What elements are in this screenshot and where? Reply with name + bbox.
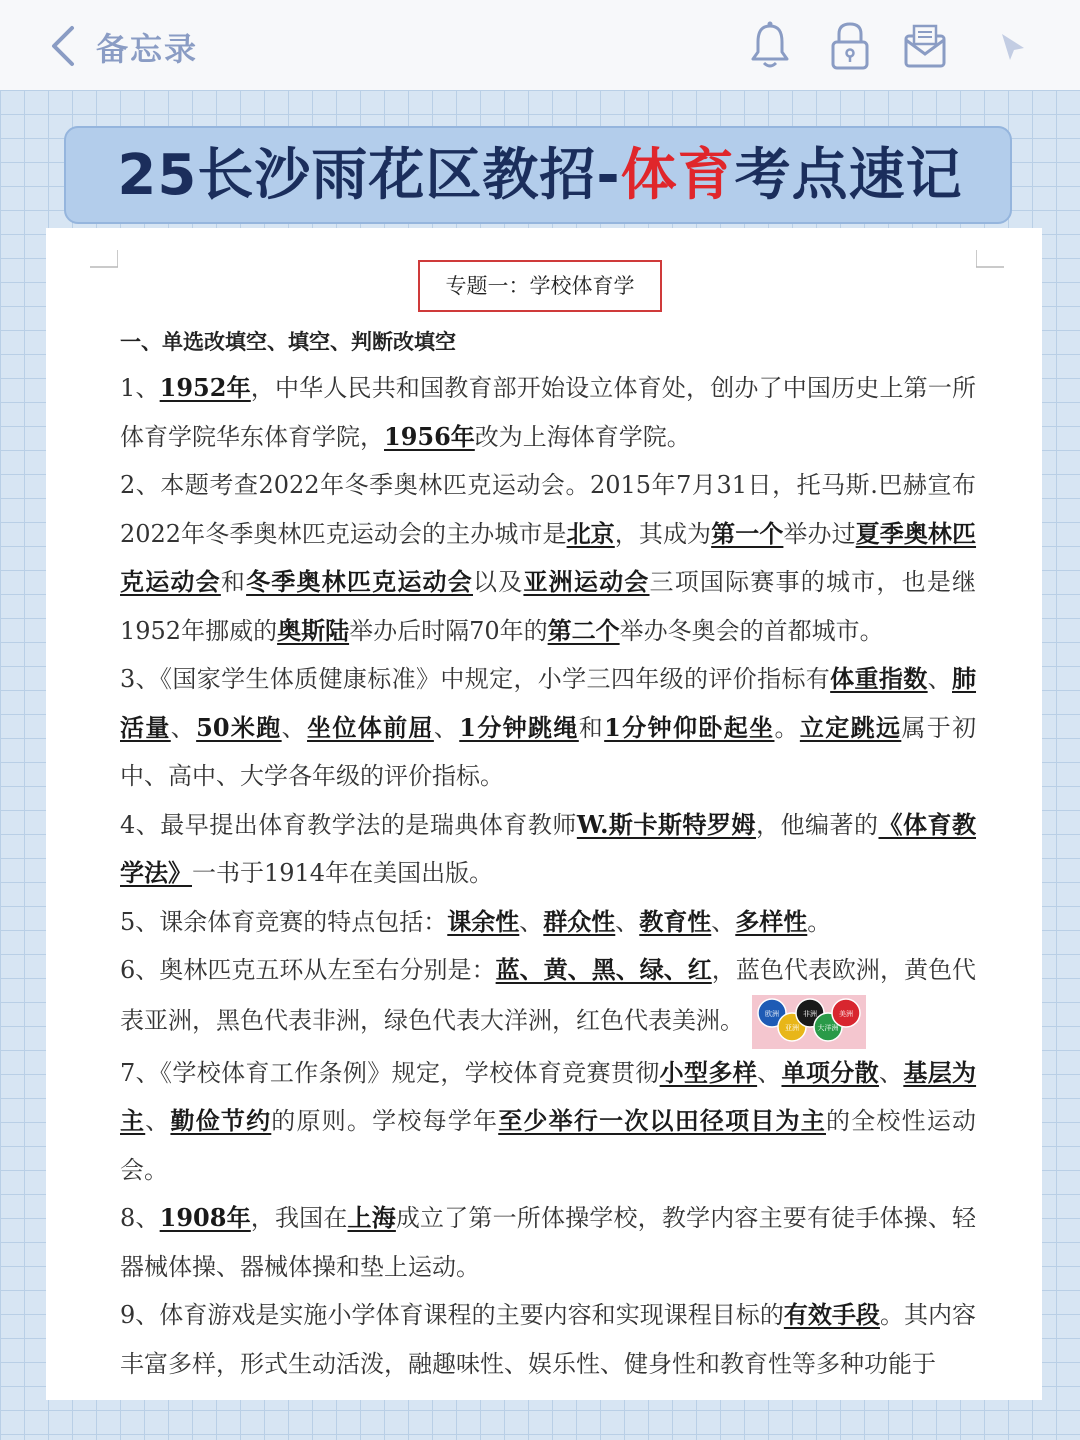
item-text: 。	[774, 713, 800, 742]
title-highlight: 体育	[620, 143, 735, 208]
key-point: 单项分散	[781, 1057, 879, 1087]
key-point: 基层为主	[120, 1057, 977, 1135]
key-point: 奥斯陆	[277, 615, 350, 645]
key-point: 北京	[566, 518, 615, 548]
key-point: 至少举行一次以田径项目为主	[498, 1106, 826, 1135]
lock-icon[interactable]	[828, 20, 872, 72]
question-item	[120, 461, 976, 655]
title-part-2: 考点速记	[734, 143, 963, 208]
ring-label: 非洲	[803, 1009, 817, 1018]
key-point: 有效手段	[783, 1300, 880, 1329]
key-point: 1908年	[159, 1203, 251, 1232]
question-item	[120, 898, 976, 947]
item-text: ，我国在	[250, 1204, 348, 1232]
item-text: 三项国际赛事的城市，也是继1952年挪威的	[120, 568, 977, 645]
key-point: 多样性	[735, 906, 808, 936]
item-text: 的原则。学校每学年	[271, 1107, 499, 1135]
key-point: 课余性	[447, 906, 520, 936]
question-item	[120, 946, 976, 1049]
key-point: 《体育教学法》	[120, 809, 977, 887]
bell-icon[interactable]	[748, 20, 792, 72]
item-text: 1、	[120, 374, 160, 402]
key-point: 肺活量	[120, 664, 977, 742]
key-point: 蓝、黄、黑、绿、红	[495, 955, 712, 984]
item-text: 8、	[120, 1204, 160, 1232]
item-text: 、	[433, 713, 460, 742]
item-text: 一书于1914年在美国出版。	[192, 859, 494, 887]
key-point: 立定跳远	[799, 712, 902, 742]
item-text: 、	[757, 1058, 782, 1087]
ring-label: 大洋洲	[817, 1023, 839, 1032]
key-point: 群众性	[543, 906, 616, 936]
title-part-1: 25长沙雨花区教招-	[117, 143, 621, 208]
item-text: 举办过	[783, 519, 856, 548]
corner-mark-icon	[90, 250, 118, 268]
item-text: 的全校性运动会。	[120, 1107, 977, 1184]
question-item	[120, 1291, 976, 1388]
key-point: 1分钟仰卧起坐	[604, 712, 775, 742]
item-text: 。	[807, 907, 832, 936]
question-item	[120, 655, 976, 801]
item-text: 举办冬奥会的首都城市。	[619, 616, 884, 645]
item-text: 、	[615, 907, 640, 936]
item-text: 5、课余体育竞赛的特点包括：	[120, 907, 448, 936]
item-text: 成立了第一所体操学校，教学内容主要有徒手体操、轻器械体操、器械体操和垫上运动。	[120, 1204, 977, 1281]
page-title	[66, 128, 1012, 224]
question-list	[120, 364, 976, 1388]
item-text: 2、本题考查2022年冬季奥林匹克运动会。2015年7月31日，托马斯.巴赫宣布2022年冬季奥林匹克运动会的主办城市是	[120, 471, 976, 548]
key-point: 勤俭节约	[170, 1106, 272, 1135]
question-item	[120, 801, 976, 898]
corner-mark-icon	[976, 250, 1004, 268]
key-point: W.斯卡斯特罗姆	[576, 809, 756, 839]
item-text: 、	[878, 1058, 904, 1087]
key-point: 小型多样	[659, 1057, 758, 1087]
item-text: 、	[281, 713, 308, 742]
item-text: ，中华人民共和国教育部开始设立体育处，创办了中国历史上第一所体育学院华东体育学院，	[120, 374, 976, 451]
key-point: 50米跑	[196, 712, 282, 742]
section-heading: 一、单选改填空、填空、判断改填空	[120, 329, 456, 354]
item-text: 属于初中、高中、大学各年级的评价指标。	[120, 713, 977, 790]
olympic-rings-image	[752, 995, 866, 1049]
key-point: 冬季奥林匹克运动会	[246, 567, 473, 596]
key-point: 1952年	[159, 373, 251, 402]
key-point: 1分钟跳绳	[459, 712, 579, 742]
key-point: 夏季奥林匹克运动会	[120, 518, 977, 596]
item-text: 以及	[473, 568, 524, 596]
top-toolbar	[0, 0, 1080, 90]
item-text: 7、《学校体育工作条例》规定，学校体育竞赛贯彻	[120, 1058, 660, 1087]
item-text: 、	[519, 907, 544, 936]
chevron-left-icon[interactable]	[44, 24, 84, 68]
ring-label: 美洲	[839, 1009, 853, 1018]
key-point: 1956年	[384, 421, 475, 451]
ring-label: 亚洲	[785, 1023, 799, 1032]
item-text: 举办后时隔70年的	[349, 616, 548, 645]
item-text: 和	[220, 568, 247, 596]
item-text: 3、《国家学生体质健康标准》中规定，小学三四年级的评价指标有	[120, 665, 831, 693]
back-label[interactable]: 备忘录	[96, 30, 199, 68]
item-text: 、	[145, 1107, 171, 1135]
key-point: 体重指数	[830, 664, 928, 693]
question-item	[120, 364, 976, 461]
item-text: 、	[170, 713, 197, 742]
key-point: 上海	[347, 1203, 396, 1232]
key-point: 第一个	[711, 518, 784, 548]
document-page	[46, 228, 1042, 1400]
item-text: ，他编著的	[755, 810, 879, 839]
mail-icon[interactable]	[902, 20, 948, 72]
topic-box: 专题一：学校体育学	[418, 260, 662, 312]
key-point: 第二个	[547, 615, 620, 645]
pointer-icon[interactable]	[998, 20, 1028, 72]
title-banner	[64, 126, 1012, 224]
question-item	[120, 1049, 976, 1195]
ring-label: 欧洲	[765, 1009, 779, 1018]
item-text: 和	[578, 713, 605, 742]
item-text: ，蓝色代表欧洲，黄色代表亚洲，黑色代表非洲，绿色代表大洋洲，红色代表美洲。	[120, 956, 977, 1034]
key-point: 坐位体前屈	[307, 712, 434, 742]
item-text: 6、奥林匹克五环从左至右分别是：	[120, 956, 496, 984]
item-text: 4、最早提出体育教学法的是瑞典体育教师	[120, 810, 577, 839]
item-text: ，其成为	[614, 519, 712, 548]
question-item	[120, 1194, 976, 1291]
key-point: 亚洲运动会	[523, 567, 650, 596]
item-text: 、	[927, 665, 953, 693]
item-text: 。其内容丰富多样，形式生动活泼，融趣味性、娱乐性、健身性和教育性等多种功能于	[120, 1301, 976, 1378]
item-text: 、	[711, 907, 736, 936]
key-point: 教育性	[639, 906, 712, 936]
item-text: 9、体育游戏是实施小学体育课程的主要内容和实现课程目标的	[120, 1301, 784, 1329]
item-text: 改为上海体育学院。	[474, 422, 691, 451]
